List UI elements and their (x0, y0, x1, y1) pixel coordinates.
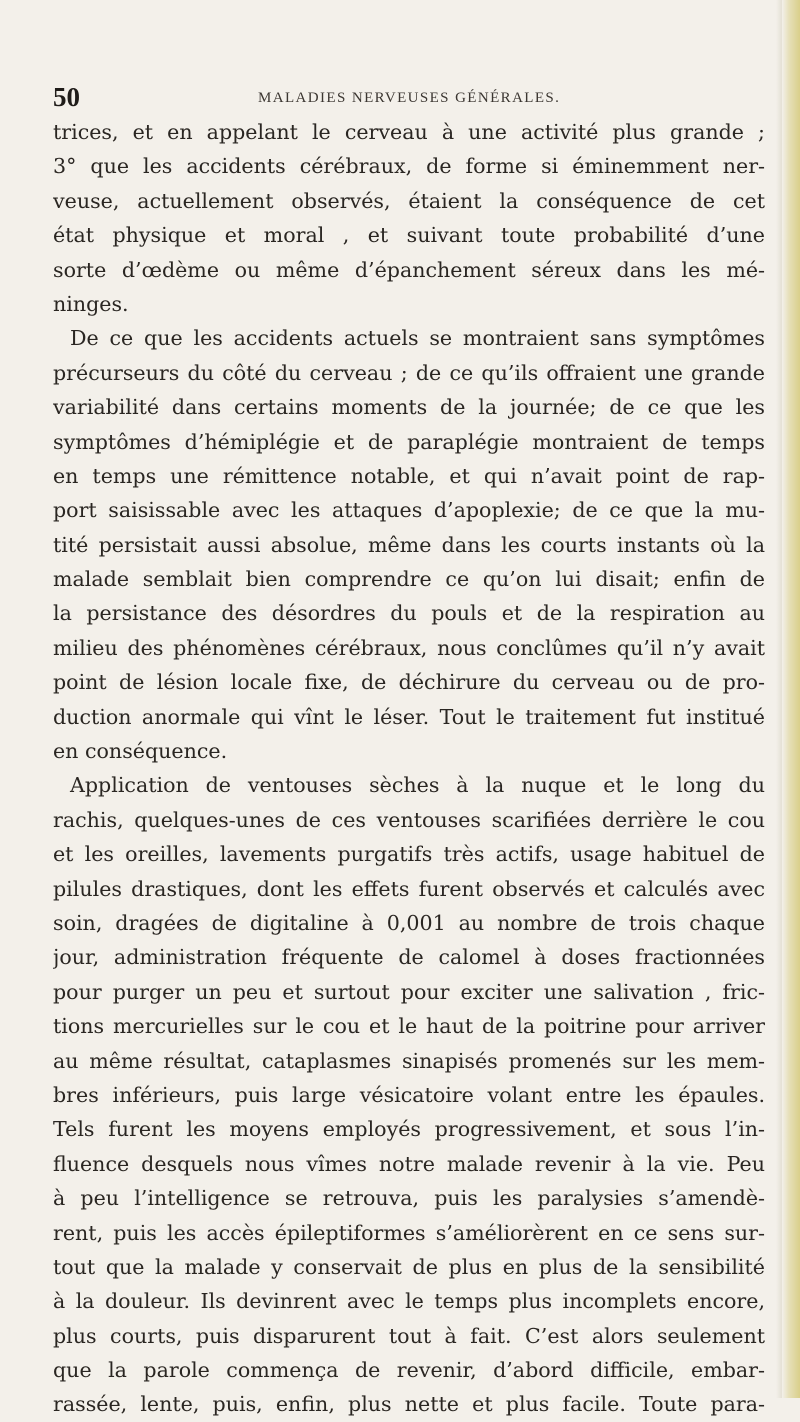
text-line: en temps une rémittence notable, et qui n’avait point de rap- (53, 463, 765, 488)
text-line: et les oreilles, lavements purgatifs très actifs, usage habituel de (53, 842, 765, 867)
text-line: De ce que les accidents actuels se montraient sans symptômes (70, 326, 765, 351)
text-line: variabilité dans certains moments de la journée; de ce que les (53, 395, 765, 420)
text-line: à la douleur. Ils devinrent avec le temps plus incomplets encore, (53, 1289, 765, 1314)
text-line: état physique et moral , et suivant toute probabilité d’une (53, 223, 765, 248)
text-line: pilules drastiques, dont les effets furent observés et calculés avec (53, 876, 765, 901)
text-line: plus courts, puis disparurent tout à fait. C’est alors seulement (53, 1323, 765, 1348)
text-line: trices, et en appelant le cerveau à une activité plus grande ; (53, 120, 765, 144)
text-line: en conséquence. (53, 739, 228, 764)
text-line: jour, administration fréquente de calomel à doses fractionnées (53, 945, 765, 970)
text-line: rachis, quelques-unes de ces ventouses scarifiées derrière le cou (53, 807, 765, 832)
text-line: tité persistait aussi absolue, même dans les courts instants où la (53, 532, 765, 557)
text-line: sorte d’œdème ou même d’épanchement séreux dans les mé- (53, 257, 765, 282)
text-line: malade semblait bien comprendre ce qu’on lui disait; enfin de (53, 567, 765, 592)
text-line: la persistance des désordres du pouls et de la respiration au (53, 601, 765, 626)
page-edge (782, 0, 800, 1398)
text-line: fluence desquels nous vîmes notre malade revenir à la vie. Peu (53, 1151, 765, 1176)
body-text (53, 115, 765, 1422)
text-line: 3° que les accidents cérébraux, de forme si éminemment ner- (53, 154, 765, 179)
text-line: tions mercurielles sur le cou et le haut de la poitrine pour arriver (53, 1014, 765, 1039)
running-head (53, 82, 753, 112)
text-line: au même résultat, cataplasmes sinapisés promenés sur les mem- (53, 1048, 765, 1073)
text-line: pour purger un peu et surtout pour exciter une salivation , fric- (53, 979, 765, 1004)
text-line: symptômes d’hémiplégie et de paraplégie montraient de temps (53, 429, 765, 454)
text-line: veuse, actuellement observés, étaient la conséquence de cet (53, 188, 765, 213)
text-line: port saisissable avec les attaques d’apoplexie; de ce que la mu- (53, 498, 765, 523)
text-line: bres inférieurs, puis large vésicatoire volant entre les épaules. (53, 1082, 765, 1107)
text-line: à peu l’intelligence se retrouva, puis les paralysies s’amendè- (53, 1186, 765, 1211)
text-line: tout que la malade y conservait de plus en plus de la sensibilité (53, 1254, 765, 1279)
text-line: que la parole commença de revenir, d’abord difficile, embar- (53, 1358, 765, 1383)
text-line: rassée, lente, puis, enfin, plus nette et plus facile. Toute para- (53, 1392, 765, 1417)
text-line: Tels furent les moyens employés progressivement, et sous l’in- (53, 1117, 765, 1142)
text-line: précurseurs du côté du cerveau ; de ce qu’ils offraient une grande (53, 360, 765, 385)
text-line: milieu des phénomènes cérébraux, nous conclûmes qu’il n’y avait (53, 635, 765, 660)
running-title: MALADIES NERVEUSES GÉNÉRALES. (258, 90, 561, 106)
text-line: soin, dragées de digitaline à 0,001 au nombre de trois chaque (53, 910, 765, 935)
page-number: 50 (53, 82, 80, 112)
text-line: point de lésion locale fixe, de déchirure du cerveau ou de pro- (53, 670, 765, 695)
text-line: rent, puis les accès épileptiformes s’améliorèrent en ce sens sur- (53, 1220, 765, 1245)
text-line: duction anormale qui vînt le léser. Tout le traitement fut institué (53, 704, 765, 729)
text-line: ninges. (53, 291, 129, 316)
text-line: Application de ventouses sèches à la nuque et le long du (70, 773, 765, 798)
